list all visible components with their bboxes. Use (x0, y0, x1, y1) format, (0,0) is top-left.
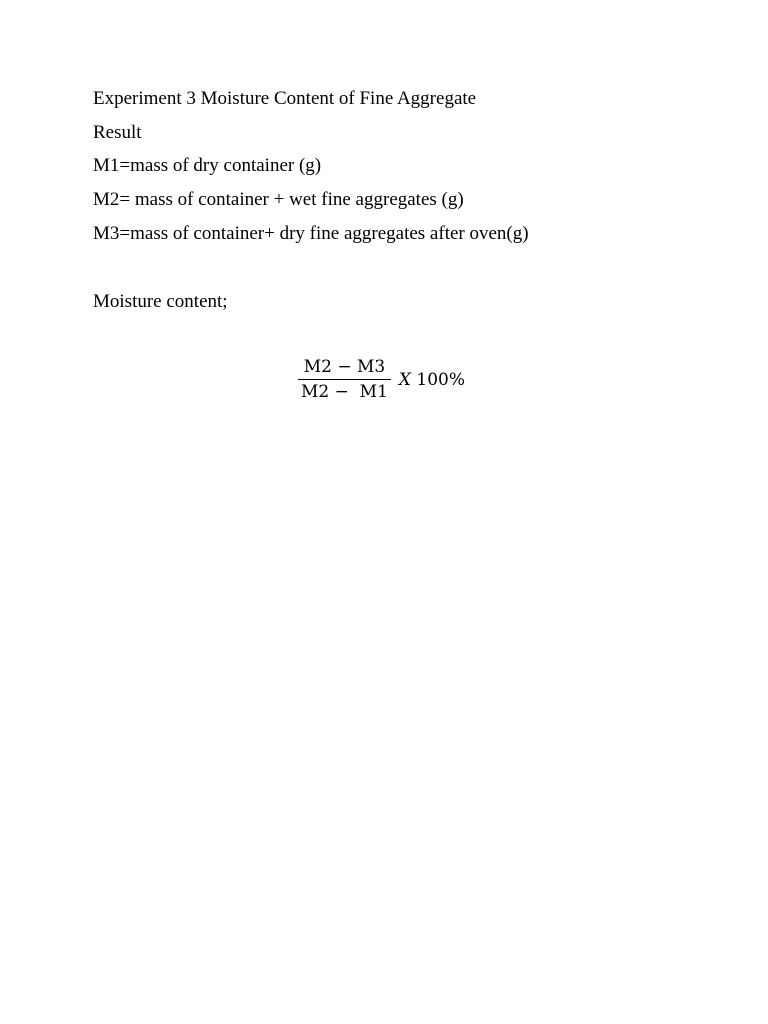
fraction-bar (298, 379, 391, 380)
document-title: Experiment 3 Moisture Content of Fine Aggregate (93, 88, 477, 109)
moisture-formula (298, 356, 465, 403)
result-heading: Result (93, 122, 142, 143)
definition-m2: M2= mass of container + wet fine aggregates (g) (93, 189, 464, 210)
formula-denominator: M2 − M1 (301, 382, 388, 402)
formula-fraction (298, 356, 391, 403)
formula-factor-variable: X (398, 369, 412, 390)
formula-factor-value: 100% (411, 369, 466, 390)
definition-m1: M1=mass of dry container (g) (93, 155, 322, 176)
moisture-content-label: Moisture content; (93, 291, 228, 312)
definition-m3: M3=mass of container+ dry fine aggregates after oven(g) (93, 223, 529, 244)
formula-factor (399, 370, 465, 390)
formula-numerator: M2 − M3 (303, 357, 386, 377)
